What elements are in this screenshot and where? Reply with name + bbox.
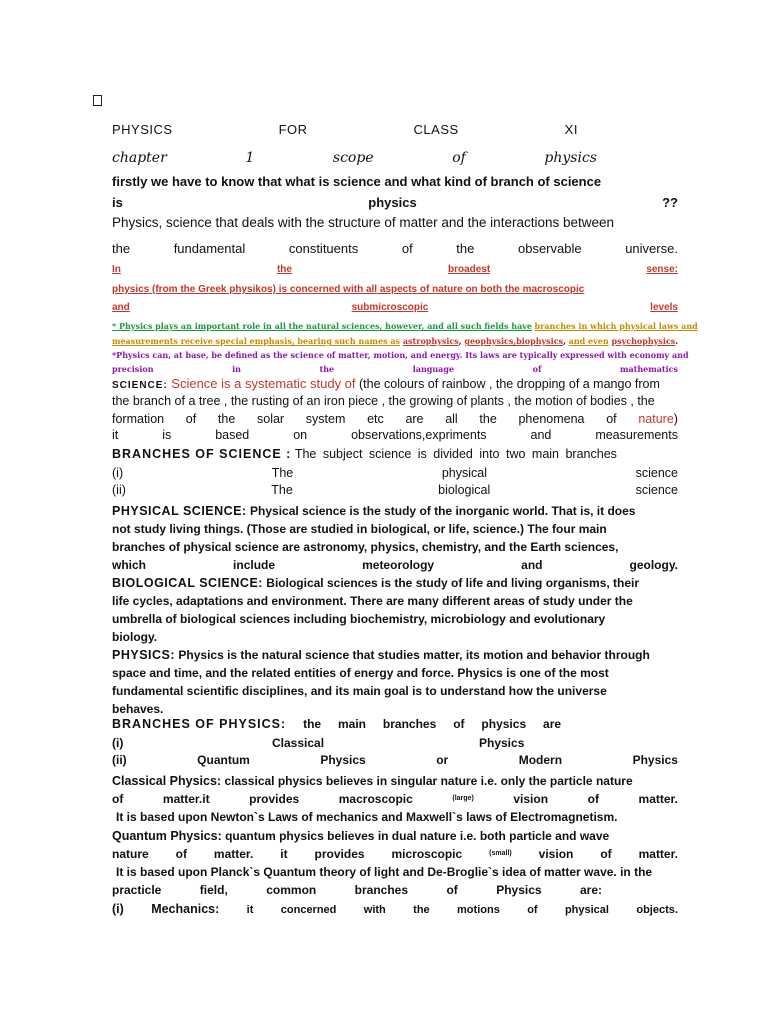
branches-of-science-heading: BRANCHES OF SCIENCE : The subject science is divided into two main branches (112, 447, 617, 461)
chapter-title: chapter 1 scope of physics (112, 150, 597, 166)
science-definition-line4: it is based on observations,expriments and measurements (112, 428, 678, 442)
precision-line: precision in the language of mathematics (112, 364, 678, 374)
biological-science-paragraph: BIOLOGICAL SCIENCE: Biological sciences is the study of life and living organisms, their life cycles, adaptations and environment. There are many different areas of study under the umbrella of biological sciences including biochemistry, microbiology and evolutionary biology. (112, 576, 640, 644)
branch-biological-science: (ii) The biological science (112, 483, 678, 497)
science-label: SCIENCE: (112, 380, 168, 391)
branch-physical-science: (i) The physical science (112, 466, 678, 480)
science-definition-line3: formation of the solar system etc are all the phenomena of nature) (112, 412, 678, 426)
broadest-sense-line: In the broadest sense: (112, 264, 678, 275)
branches-of-physics-heading: BRANCHES OF PHYSICS: the main branches of physics are (112, 717, 562, 731)
mechanics-line: (i) Mechanics: it concerned with the motions of physical objects. (112, 902, 678, 916)
classical-physics-paragraph: Classical Physics: classical physics believes in singular nature i.e. only the particle nature of matter.it provides macroscopic (large) vision of matter. It is based upon Newton`s Laws of mechanics and Maxwell`s laws of Electromagnetism. (112, 774, 678, 824)
definition-line1: Physics, science that deals with the structure of matter and the interactions between (112, 215, 615, 230)
greek-physikos-line: physics (from the Greek physikos) is concerned with all aspects of nature on both the macroscopic (112, 284, 585, 295)
science-definition-line2: the branch of a tree , the rusting of an iron piece , the growing of plants , the motion of bodies , the (112, 394, 655, 408)
quantum-physics-paragraph: Quantum Physics: quantum physics believes in dual nature i.e. both particle and wave nature of matter. it provides microscopic (small) vision of matter. It is based upon Planck`s Quantum theory of light and De-Broglie`s idea of matter wave. in the practicle field, common branches of Physics are: (112, 829, 678, 897)
definition-line2: the fundamental constituents of the observable universe. (112, 241, 678, 256)
physical-science-paragraph: PHYSICAL SCIENCE: Physical science is the study of the inorganic world. That is, it does not study living things. (Those are studied in biological, or life, science.) The four main branches of physical science are astronomy, physics, chemistry, and the Earth sciences, which include meteorology and geology. (112, 504, 678, 572)
matter-motion-energy-line: *Physics can, at base, be defined as the science of matter, motion, and energy. Its laws are typically expressed with economy and (112, 350, 689, 360)
branch-classical-physics: (i) Classical Physics (112, 736, 525, 750)
document-title: PHYSICS FOR CLASS XI (112, 122, 578, 137)
intro-question-line1: firstly we have to know that what is science and what kind of branch of science (112, 174, 602, 189)
submicroscopic-line: and submicroscopic levels (112, 302, 678, 313)
natural-sciences-line: * Physics plays an important role in all the natural sciences, however, and all such fields have branches in which physical laws and (112, 321, 698, 331)
science-definition-line1: SCIENCE: Science is a systematic study of (the colours of rainbow , the dropping of a mango from (112, 376, 660, 391)
physics-paragraph: PHYSICS: Physics is the natural science that studies matter, its motion and behavior through space and time, and the related entities of energy and force. Physics is one of the most fundamental scientific disciplines, and its main goal is to understand how the universe behaves. (112, 648, 650, 716)
missing-glyph-icon (93, 95, 102, 106)
intro-question-line2: is physics ?? (112, 195, 678, 210)
branch-quantum-physics: (ii) Quantum Physics or Modern Physics (112, 753, 678, 767)
fields-line: measurements receive special emphasis, bearing such names as astrophysics, geophysics,biophysics, and even psychophysics. (112, 336, 679, 346)
